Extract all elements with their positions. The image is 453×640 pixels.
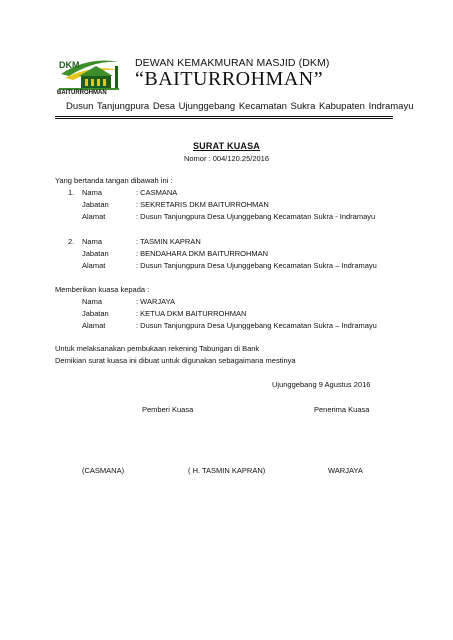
closing-text: Demikian surat kuasa ini dibuat untuk digunakan sebagaimana mestinya xyxy=(55,356,296,365)
receiver-label: Penerima Kuasa xyxy=(314,405,370,414)
grant-intro: Memberikan kuasa kepada : xyxy=(55,285,150,294)
grantee-role-label: Jabatan xyxy=(82,309,109,318)
person1-name-value: : CASMANA xyxy=(136,188,178,197)
person1-index: 1. xyxy=(68,188,75,197)
signer-warjaya: WARJAYA xyxy=(328,466,363,475)
signer-tasmin-kapran: ( H. TASMIN KAPRAN) xyxy=(188,466,266,475)
logo-text-top: DKM xyxy=(59,60,80,70)
org-title: “BAITURROHMAN” xyxy=(135,68,324,90)
place-date: Ujunggebang 9 Agustus 2016 xyxy=(272,380,371,389)
logo-text-bottom: BAITURROHMAN xyxy=(57,90,107,96)
person2-index: 2. xyxy=(68,237,75,246)
letter-number: Nomor : 004/120.25/2016 xyxy=(183,154,270,163)
header-rule-bottom xyxy=(55,118,393,119)
grantee-role-value: : KETUA DKM BAITURROHMAN xyxy=(136,309,247,318)
person2-addr-value: : Dusun Tanjungpura Desa Ujunggebang Kecamatan Sukra – Indramayu xyxy=(136,261,377,270)
giver-label: Pemberi Kuasa xyxy=(142,405,194,414)
grantee-name-label: Nama xyxy=(82,297,103,306)
grantee-name-value: : WARJAYA xyxy=(136,297,176,306)
person1-addr-label: Alamat xyxy=(82,212,106,221)
person1-role-label: Jabatan xyxy=(82,200,109,209)
letter-title: SURAT KUASA xyxy=(192,141,261,151)
org-address: Dusun Tanjungpura Desa Ujunggebang Kecamatan Sukra Kabupaten Indramayu xyxy=(66,101,414,112)
person1-name-label: Nama xyxy=(82,188,103,197)
org-name: DEWAN KEMAKMURAN MASJID (DKM) xyxy=(135,57,330,69)
person2-name-label: Nama xyxy=(82,237,103,246)
person1-addr-value: : Dusun Tanjungpura Desa Ujunggebang Kecamatan Sukra - Indramayu xyxy=(136,212,376,221)
person2-role-label: Jabatan xyxy=(82,249,109,258)
person2-role-value: : BENDAHARA DKM BAITURROHMAN xyxy=(136,249,269,258)
header-rule-top xyxy=(55,116,393,117)
person1-role-value: : SEKRETARIS DKM BAITURROHMAN xyxy=(136,200,269,209)
signer-casmana: (CASMANA) xyxy=(82,466,125,475)
grantee-addr-value: : Dusun Tanjungpura Desa Ujunggebang Kecamatan Sukra – Indramayu xyxy=(136,321,377,330)
person2-name-value: : TASMIN KAPRAN xyxy=(136,237,201,246)
person2-addr-label: Alamat xyxy=(82,261,106,270)
purpose-text: Untuk melaksanakan pembukaan rekening Tabungan di Bank xyxy=(55,344,260,353)
dkm-logo xyxy=(55,52,123,98)
grantee-addr-label: Alamat xyxy=(82,321,106,330)
intro-text: Yang bertanda tangan dibawah ini : xyxy=(55,176,173,185)
